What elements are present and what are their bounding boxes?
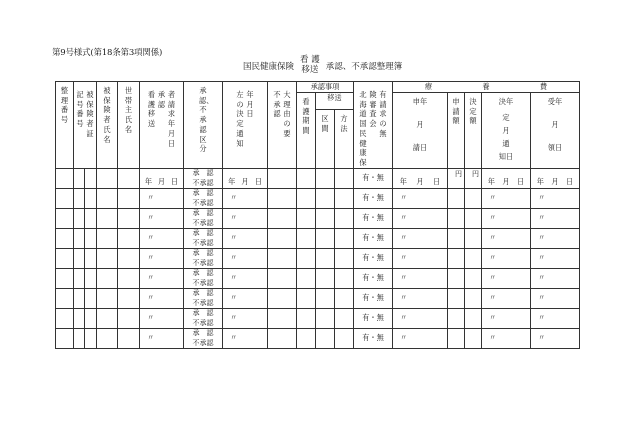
yen-unit: 円 — [455, 169, 462, 178]
kettei-date-month: 月 — [241, 176, 249, 186]
cell-shinsei-ymd — [140, 188, 184, 208]
approval-cell — [184, 208, 223, 228]
shinsei-date-day: 日 — [170, 176, 179, 186]
cell-juryo — [531, 268, 580, 288]
juryo-date-day: 日 — [566, 176, 574, 186]
juryo-date-month: 月 — [551, 176, 559, 186]
cell-hihokensha — [97, 228, 118, 248]
header-shinsei-ymd: 者請求年月日 承認 看護移送 — [140, 82, 184, 169]
cell-ketteitsuchi-ditto: 〃 — [230, 332, 238, 342]
cell-seiri — [56, 168, 74, 188]
kettei-date — [223, 175, 267, 188]
header-shinsei-ymd-2: 申年 月 請日 — [393, 93, 448, 169]
cell-ketteitsuchi-ditto: 〃 — [230, 312, 238, 322]
cell-fushonin — [268, 228, 297, 248]
shinsakai-cell — [354, 288, 393, 308]
register-table — [55, 81, 580, 349]
cell-kukan — [316, 208, 335, 228]
cell-shinsei-ymd — [140, 328, 184, 348]
cell-setainushi — [118, 168, 140, 188]
cell-shinsei-date — [393, 288, 448, 308]
cell-shinsei-date-ditto: 〃 — [400, 332, 408, 342]
cell-setainushi — [118, 208, 140, 228]
cell-kettei-tsuchi-ditto: 〃 — [489, 232, 497, 242]
cell-kettei-gaku — [465, 168, 482, 188]
kettei-tsuchi-date-year: 年 — [487, 176, 495, 186]
table-row — [56, 268, 580, 288]
cell-shinsei-ymd-ditto: 〃 — [147, 192, 155, 202]
cell-shinsei-gaku — [448, 308, 465, 328]
cell-kettei-tsuchi-ditto: 〃 — [489, 292, 497, 302]
cell-shinsei-ymd-ditto: 〃 — [147, 312, 155, 322]
cell-ketteitsuchi — [223, 248, 268, 268]
cell-bango — [85, 208, 97, 228]
cell-shinsei-ymd-ditto: 〃 — [147, 252, 155, 262]
cell-kukan — [316, 328, 335, 348]
cell-shinsei-gaku — [448, 228, 465, 248]
cell-shinsei-ymd — [140, 248, 184, 268]
cell-kettei-tsuchi — [482, 328, 531, 348]
cell-hihokensha — [97, 328, 118, 348]
cell-fushonin — [268, 208, 297, 228]
shinsakai-cell — [354, 328, 393, 348]
cell-kigo — [74, 188, 85, 208]
approval-reject: 不承認 — [192, 258, 214, 267]
cell-bango — [85, 288, 97, 308]
header-row-1 — [56, 82, 580, 93]
shinsei-date — [140, 175, 183, 188]
presence-choice: 有・無 — [362, 272, 384, 282]
cell-seiri — [56, 248, 74, 268]
cell-juryo — [531, 228, 580, 248]
cell-seiri — [56, 328, 74, 348]
header-hihokensha-shimei: 被保険者氏名 — [97, 82, 118, 169]
approval-reject: 不承認 — [192, 198, 214, 207]
header-ketteitsuchi: 年月日 左の決定通知 — [223, 82, 268, 169]
kettei-tsuchi-date-month: 月 — [502, 176, 510, 186]
cell-juryo — [531, 168, 580, 188]
cell-shinsei-ymd — [140, 228, 184, 248]
cell-kettei-gaku — [465, 188, 482, 208]
approval-reject: 不承認 — [192, 278, 214, 287]
kettei-tsuchi-date — [482, 175, 530, 188]
cell-shinsei-date — [393, 248, 448, 268]
cell-hihokensha — [97, 188, 118, 208]
cell-shinsei-ymd-ditto: 〃 — [147, 272, 155, 282]
cell-shinsei-gaku — [448, 328, 465, 348]
cell-shinsei-date-ditto: 〃 — [400, 292, 408, 302]
cell-hihokensha — [97, 268, 118, 288]
cell-bango — [85, 168, 97, 188]
header-kigo-bango: 被保険者証 記号番号 — [74, 82, 97, 169]
cell-shinsei-gaku — [448, 168, 465, 188]
cell-ketteitsuchi — [223, 268, 268, 288]
cell-fushonin — [268, 328, 297, 348]
cell-ketteitsuchi-ditto: 〃 — [230, 252, 238, 262]
cell-kettei-tsuchi — [482, 288, 531, 308]
cell-fushonin — [268, 248, 297, 268]
cell-fushonin — [268, 168, 297, 188]
header-shonin-kubun: 承認、不承認区分 — [184, 82, 223, 169]
approval-cell — [184, 268, 223, 288]
cell-kettei-tsuchi — [482, 188, 531, 208]
title-stack-top: 看 護 — [300, 55, 320, 65]
cell-kigo — [74, 228, 85, 248]
shinsakai-cell — [354, 248, 393, 268]
shinsakai-cell — [354, 168, 393, 188]
approval-reject: 不承認 — [192, 338, 214, 347]
approval-approve: 承 認 — [192, 269, 214, 278]
cell-shinsei-date-ditto: 〃 — [400, 192, 408, 202]
cell-kettei-tsuchi-ditto: 〃 — [489, 332, 497, 342]
cell-kettei-gaku — [465, 328, 482, 348]
cell-kukan — [316, 268, 335, 288]
cell-juryo-ditto: 〃 — [538, 192, 546, 202]
shinsei-date-month: 月 — [157, 176, 166, 186]
title-stack-bottom: 移送 — [301, 64, 319, 75]
cell-shinsei-date-ditto: 〃 — [400, 312, 408, 322]
cell-juryo-ditto: 〃 — [538, 292, 546, 302]
cell-shinsei-date — [393, 328, 448, 348]
cell-kango — [297, 168, 316, 188]
cell-juryo — [531, 328, 580, 348]
cell-houhou — [335, 188, 354, 208]
kettei-date-year: 年 — [228, 176, 236, 186]
header-juryo: 受年 月 領日 — [531, 93, 580, 169]
cell-kigo — [74, 308, 85, 328]
cell-kigo — [74, 288, 85, 308]
shinsakai-cell — [354, 228, 393, 248]
cell-hihokensha — [97, 248, 118, 268]
cell-kukan — [316, 288, 335, 308]
cell-kango — [297, 248, 316, 268]
cell-kettei-tsuchi-ditto: 〃 — [489, 212, 497, 222]
cell-seiri — [56, 288, 74, 308]
cell-shinsei-ymd — [140, 168, 184, 188]
shinsakai-cell — [354, 268, 393, 288]
cell-kettei-tsuchi — [482, 168, 531, 188]
cell-shinsei-ymd — [140, 288, 184, 308]
cell-kango — [297, 268, 316, 288]
cell-kango — [297, 288, 316, 308]
cell-houhou — [335, 268, 354, 288]
cell-juryo — [531, 208, 580, 228]
cell-kettei-tsuchi — [482, 308, 531, 328]
cell-juryo-ditto: 〃 — [538, 212, 546, 222]
cell-seiri — [56, 208, 74, 228]
table-row — [56, 168, 580, 188]
shinsei-req-date — [393, 175, 447, 188]
title-prefix: 国民健康保険 — [243, 61, 295, 72]
cell-ketteitsuchi — [223, 328, 268, 348]
cell-kettei-tsuchi — [482, 268, 531, 288]
approval-reject: 不承認 — [192, 318, 214, 327]
cell-shinsei-date — [393, 168, 448, 188]
cell-shinsei-date — [393, 228, 448, 248]
cell-shinsei-ymd — [140, 208, 184, 228]
juryo-date — [531, 175, 579, 188]
header-kukan: 区間 — [316, 109, 335, 168]
presence-choice: 有・無 — [362, 212, 384, 222]
cell-houhou — [335, 228, 354, 248]
table-row — [56, 328, 580, 348]
approval-approve: 承 認 — [192, 309, 214, 318]
cell-juryo — [531, 248, 580, 268]
kettei-tsuchi-date-day: 日 — [517, 176, 525, 186]
cell-kango — [297, 328, 316, 348]
approval-cell — [184, 308, 223, 328]
cell-fushonin — [268, 288, 297, 308]
cell-houhou — [335, 288, 354, 308]
cell-shinsei-gaku — [448, 208, 465, 228]
cell-kettei-gaku — [465, 268, 482, 288]
cell-ketteitsuchi — [223, 188, 268, 208]
cell-kukan — [316, 188, 335, 208]
cell-kettei-tsuchi-ditto: 〃 — [489, 312, 497, 322]
cell-kigo — [74, 328, 85, 348]
cell-ketteitsuchi — [223, 168, 268, 188]
header-shinsakai: 有請求の無 険審査会 北海道国民健康保 — [354, 82, 393, 169]
table-row — [56, 188, 580, 208]
cell-kigo — [74, 168, 85, 188]
cell-kettei-tsuchi — [482, 228, 531, 248]
title-stack — [300, 56, 320, 75]
approval-cell — [184, 168, 223, 188]
cell-shinsei-date — [393, 308, 448, 328]
cell-seiri — [56, 308, 74, 328]
table-row — [56, 308, 580, 328]
approval-approve: 承 認 — [192, 249, 214, 258]
header-isou: 移送 — [316, 93, 354, 110]
table-row — [56, 288, 580, 308]
cell-shinsei-date-ditto: 〃 — [400, 252, 408, 262]
header-seiri-bango: 整理番号 — [56, 82, 74, 169]
approval-cell — [184, 288, 223, 308]
presence-choice: 有・無 — [362, 172, 384, 182]
kettei-date-day: 日 — [254, 176, 262, 186]
cell-juryo — [531, 308, 580, 328]
cell-shinsei-ymd-ditto: 〃 — [147, 292, 155, 302]
cell-kango — [297, 208, 316, 228]
cell-shinsei-ymd-ditto: 〃 — [147, 232, 155, 242]
approval-reject: 不承認 — [192, 298, 214, 307]
approval-cell — [184, 248, 223, 268]
cell-kukan — [316, 168, 335, 188]
cell-shinsei-ymd-ditto: 〃 — [147, 332, 155, 342]
cell-fushonin — [268, 308, 297, 328]
cell-juryo — [531, 288, 580, 308]
approval-approve: 承 認 — [192, 229, 214, 238]
cell-juryo-ditto: 〃 — [538, 252, 546, 262]
shinsei-req-date-month: 月 — [416, 176, 424, 186]
presence-choice: 有・無 — [362, 252, 384, 262]
cell-setainushi — [118, 188, 140, 208]
presence-choice: 有・無 — [362, 232, 384, 242]
cell-kigo — [74, 268, 85, 288]
cell-juryo-ditto: 〃 — [538, 232, 546, 242]
table-row — [56, 248, 580, 268]
header-shonin-jiko: 承認事項 — [297, 82, 354, 93]
table-row — [56, 208, 580, 228]
approval-cell — [184, 228, 223, 248]
cell-ketteitsuchi-ditto: 〃 — [230, 192, 238, 202]
cell-ketteitsuchi-ditto: 〃 — [230, 212, 238, 222]
cell-bango — [85, 248, 97, 268]
cell-seiri — [56, 228, 74, 248]
cell-shinsei-ymd — [140, 308, 184, 328]
form-number: 第9号様式(第18条第3項関係) — [52, 48, 163, 58]
yen-unit: 円 — [472, 169, 479, 178]
approval-approve: 承 認 — [192, 329, 214, 338]
cell-setainushi — [118, 288, 140, 308]
cell-ketteitsuchi — [223, 228, 268, 248]
cell-shinsei-date-ditto: 〃 — [400, 232, 408, 242]
cell-bango — [85, 188, 97, 208]
approval-approve: 承 認 — [192, 289, 214, 298]
approval-reject: 不承認 — [192, 218, 214, 227]
cell-kukan — [316, 248, 335, 268]
cell-hihokensha — [97, 288, 118, 308]
cell-kukan — [316, 308, 335, 328]
cell-kango — [297, 188, 316, 208]
cell-shinsei-date — [393, 188, 448, 208]
header-kango-kikan: 看護期間 — [297, 93, 316, 169]
cell-seiri — [56, 188, 74, 208]
presence-choice: 有・無 — [362, 192, 384, 202]
presence-choice: 有・無 — [362, 292, 384, 302]
cell-juryo-ditto: 〃 — [538, 332, 546, 342]
header-kettei-tsuchi: 決年 定 月 通 知日 — [482, 93, 531, 169]
cell-shinsei-gaku — [448, 248, 465, 268]
shinsakai-cell — [354, 208, 393, 228]
cell-shinsei-date-ditto: 〃 — [400, 212, 408, 222]
approval-reject: 不承認 — [192, 178, 214, 187]
cell-kettei-gaku — [465, 208, 482, 228]
cell-setainushi — [118, 268, 140, 288]
presence-choice: 有・無 — [362, 332, 384, 342]
cell-setainushi — [118, 328, 140, 348]
register-title — [243, 56, 402, 75]
shinsei-req-date-day: 日 — [433, 176, 441, 186]
cell-houhou — [335, 208, 354, 228]
header-houhou: 方法 — [335, 109, 354, 168]
header-fushonin-riyu: 大理由の要 不承認 — [268, 82, 297, 169]
cell-houhou — [335, 328, 354, 348]
cell-kettei-tsuchi — [482, 248, 531, 268]
cell-kango — [297, 308, 316, 328]
cell-bango — [85, 308, 97, 328]
cell-ketteitsuchi-ditto: 〃 — [230, 272, 238, 282]
table-row — [56, 228, 580, 248]
cell-kukan — [316, 228, 335, 248]
cell-shinsei-date-ditto: 〃 — [400, 272, 408, 282]
cell-ketteitsuchi — [223, 208, 268, 228]
cell-juryo — [531, 188, 580, 208]
juryo-date-year: 年 — [536, 176, 544, 186]
cell-hihokensha — [97, 308, 118, 328]
header-shinsei-gaku: 申請額 — [448, 93, 465, 169]
cell-juryo-ditto: 〃 — [538, 272, 546, 282]
cell-kettei-tsuchi-ditto: 〃 — [489, 252, 497, 262]
cell-shinsei-gaku — [448, 268, 465, 288]
header-ryouyouhi: 療 養 費 — [393, 82, 580, 93]
cell-bango — [85, 268, 97, 288]
cell-bango — [85, 228, 97, 248]
title-suffix: 承認、不承認整理簿 — [325, 61, 403, 72]
cell-kettei-gaku — [465, 308, 482, 328]
cell-ketteitsuchi — [223, 288, 268, 308]
approval-approve: 承 認 — [192, 169, 214, 178]
cell-shinsei-gaku — [448, 288, 465, 308]
cell-juryo-ditto: 〃 — [538, 312, 546, 322]
cell-ketteitsuchi-ditto: 〃 — [230, 292, 238, 302]
cell-hihokensha — [97, 208, 118, 228]
cell-shinsei-gaku — [448, 188, 465, 208]
approval-approve: 承 認 — [192, 209, 214, 218]
shinsakai-cell — [354, 188, 393, 208]
cell-shinsei-date — [393, 208, 448, 228]
cell-setainushi — [118, 248, 140, 268]
cell-kettei-gaku — [465, 288, 482, 308]
cell-kettei-tsuchi-ditto: 〃 — [489, 192, 497, 202]
approval-cell — [184, 328, 223, 348]
cell-ketteitsuchi — [223, 308, 268, 328]
shinsakai-cell — [354, 308, 393, 328]
presence-choice: 有・無 — [362, 312, 384, 322]
cell-kettei-tsuchi — [482, 208, 531, 228]
cell-hihokensha — [97, 168, 118, 188]
shinsei-req-date-year: 年 — [399, 176, 407, 186]
cell-houhou — [335, 168, 354, 188]
cell-kigo — [74, 208, 85, 228]
approval-approve: 承 認 — [192, 189, 214, 198]
header-setainushi-shimei: 世帯主氏名 — [118, 82, 140, 169]
cell-kettei-gaku — [465, 228, 482, 248]
cell-shinsei-date — [393, 268, 448, 288]
cell-seiri — [56, 268, 74, 288]
cell-kango — [297, 228, 316, 248]
cell-shinsei-ymd — [140, 268, 184, 288]
cell-shinsei-ymd-ditto: 〃 — [147, 212, 155, 222]
cell-kigo — [74, 248, 85, 268]
cell-setainushi — [118, 228, 140, 248]
header-kettei-gaku: 決定額 — [465, 93, 482, 169]
cell-ketteitsuchi-ditto: 〃 — [230, 232, 238, 242]
cell-fushonin — [268, 188, 297, 208]
cell-kettei-gaku — [465, 248, 482, 268]
approval-cell — [184, 188, 223, 208]
shinsei-date-year: 年 — [144, 176, 153, 186]
cell-fushonin — [268, 268, 297, 288]
cell-kettei-tsuchi-ditto: 〃 — [489, 272, 497, 282]
cell-setainushi — [118, 308, 140, 328]
approval-reject: 不承認 — [192, 238, 214, 247]
cell-houhou — [335, 308, 354, 328]
cell-bango — [85, 328, 97, 348]
cell-houhou — [335, 248, 354, 268]
